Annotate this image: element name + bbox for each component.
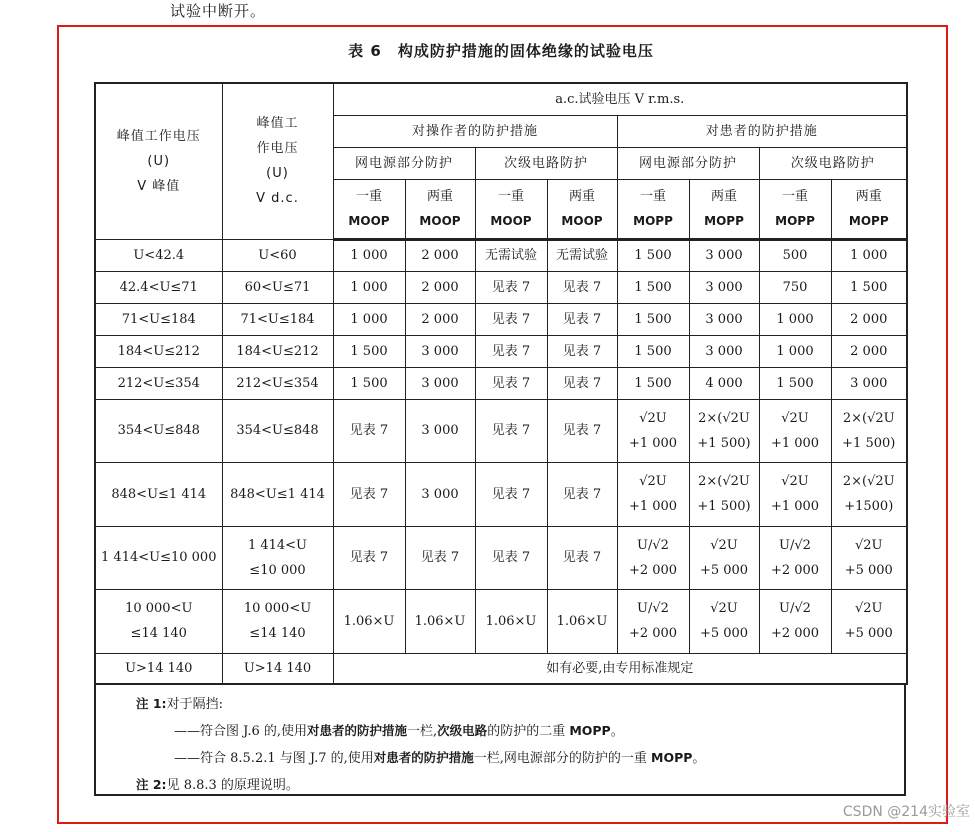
peak-cell: 184<U≤212 — [95, 335, 222, 367]
peak-cell: 354<U≤848 — [95, 399, 222, 462]
table-row — [95, 462, 907, 526]
means-header: 两重 MOPP — [831, 179, 907, 239]
means-header: 两重 MOPP — [689, 179, 759, 239]
value-cell: 见表 7 — [405, 526, 475, 589]
watermark: CSDN @214实验室 — [842, 804, 970, 820]
value-cell: 1 500 — [617, 239, 689, 271]
ac-test-voltage-header: a.c.试验电压 V r.m.s. — [333, 83, 907, 115]
value-cell: 1 500 — [617, 271, 689, 303]
table-title: 表 6 构成防护措施的固体绝缘的试验电压 — [348, 42, 654, 60]
value-cell: 见表 7 — [475, 526, 547, 589]
value-cell: 见表 7 — [475, 399, 547, 462]
value-cell: 1 500 — [617, 335, 689, 367]
peak-cell: 10 000<U ≤14 140 — [95, 589, 222, 653]
dc-cell: 1 414<U ≤10 000 — [222, 526, 333, 589]
note-1a: ——符合图 J.6 的,使用对患者的防护措施一栏,次级电路的防护的二重 MOPP。 — [174, 723, 624, 739]
value-cell: 3 000 — [689, 303, 759, 335]
table-row — [95, 239, 907, 271]
means-header: 一重 MOOP — [475, 179, 547, 239]
value-cell: √2U +1 000 — [759, 462, 831, 526]
value-cell: 1 000 — [333, 271, 405, 303]
value-cell: √2U +5 000 — [689, 589, 759, 653]
value-cell: √2U +1 000 — [759, 399, 831, 462]
table-row — [95, 653, 907, 684]
value-cell: 见表 7 — [475, 335, 547, 367]
table-row — [95, 526, 907, 589]
table-row — [95, 271, 907, 303]
dc-cell: 71<U≤184 — [222, 303, 333, 335]
value-cell: 见表 7 — [333, 399, 405, 462]
value-cell: 3 000 — [405, 335, 475, 367]
value-cell: 见表 7 — [547, 367, 617, 399]
value-cell: 1 500 — [617, 367, 689, 399]
value-cell: 1.06×U — [405, 589, 475, 653]
pt-mains-header: 网电源部分防护 — [617, 147, 759, 179]
value-cell: 见表 7 — [547, 462, 617, 526]
dc-cell: 60<U≤71 — [222, 271, 333, 303]
value-cell: 1 500 — [333, 367, 405, 399]
operator-protection-header: 对操作者的防护措施 — [333, 115, 617, 147]
peak-voltage-header: 峰值工作电压 (U) V 峰值 — [95, 83, 222, 239]
value-cell: 无需试验 — [475, 239, 547, 271]
value-cell: 1 000 — [333, 239, 405, 271]
value-cell: 3 000 — [831, 367, 907, 399]
table-row — [95, 367, 907, 399]
value-cell: √2U +1 000 — [617, 462, 689, 526]
test-voltage-table — [94, 82, 908, 685]
preceding-text: 试验中断开。 — [170, 2, 267, 20]
dc-cell: 848<U≤1 414 — [222, 462, 333, 526]
dc-cell: 10 000<U ≤14 140 — [222, 589, 333, 653]
value-cell: 1 000 — [333, 303, 405, 335]
means-header: 一重 MOOP — [333, 179, 405, 239]
value-cell: 1.06×U — [547, 589, 617, 653]
value-cell: √2U +5 000 — [831, 589, 907, 653]
value-cell: 2×(√2U +1 500) — [689, 462, 759, 526]
value-cell: 2×(√2U +1 500) — [831, 399, 907, 462]
value-cell: 1 500 — [759, 367, 831, 399]
peak-cell: 848<U≤1 414 — [95, 462, 222, 526]
value-cell: 1 500 — [333, 335, 405, 367]
patient-protection-header: 对患者的防护措施 — [617, 115, 907, 147]
dc-voltage-header: 峰值工 作电压 (U) V d.c. — [222, 83, 333, 239]
value-cell: 2×(√2U +1 500) — [689, 399, 759, 462]
note-1b: ——符合 8.5.2.1 与图 J.7 的,使用对患者的防护措施一栏,网电源部分的防护的一重 MOPP。 — [174, 750, 706, 766]
peak-cell: 1 414<U≤10 000 — [95, 526, 222, 589]
value-cell: 1 500 — [617, 303, 689, 335]
value-cell: 1 000 — [759, 335, 831, 367]
value-cell: 3 000 — [689, 239, 759, 271]
note-2: 注 2:见 8.8.3 的原理说明。 — [136, 777, 299, 793]
value-cell: U/√2 +2 000 — [759, 589, 831, 653]
table-row — [95, 335, 907, 367]
value-cell: 见表 7 — [475, 462, 547, 526]
value-cell: U/√2 +2 000 — [617, 589, 689, 653]
op-mains-header: 网电源部分防护 — [333, 147, 475, 179]
value-cell: 见表 7 — [475, 271, 547, 303]
value-cell: 2 000 — [831, 303, 907, 335]
value-cell: 如有必要,由专用标准规定 — [333, 653, 907, 684]
value-cell: 1 000 — [831, 239, 907, 271]
value-cell: 无需试验 — [547, 239, 617, 271]
note-1: 注 1:对于隔挡: — [136, 696, 223, 712]
table-row — [95, 399, 907, 462]
dc-cell: U>14 140 — [222, 653, 333, 684]
table-notes — [94, 685, 906, 796]
value-cell: 3 000 — [689, 335, 759, 367]
value-cell: 见表 7 — [333, 462, 405, 526]
value-cell: √2U +1 000 — [617, 399, 689, 462]
value-cell: 见表 7 — [547, 271, 617, 303]
value-cell: U/√2 +2 000 — [617, 526, 689, 589]
value-cell: 3 000 — [689, 271, 759, 303]
dc-cell: 212<U≤354 — [222, 367, 333, 399]
means-header: 两重 MOOP — [405, 179, 475, 239]
value-cell: 2 000 — [831, 335, 907, 367]
value-cell: √2U +5 000 — [831, 526, 907, 589]
value-cell: 见表 7 — [547, 526, 617, 589]
dc-cell: U<60 — [222, 239, 333, 271]
value-cell: 见表 7 — [547, 399, 617, 462]
peak-cell: U<42.4 — [95, 239, 222, 271]
value-cell: 2×(√2U +1500) — [831, 462, 907, 526]
dc-cell: 354<U≤848 — [222, 399, 333, 462]
dc-cell: 184<U≤212 — [222, 335, 333, 367]
value-cell: 3 000 — [405, 462, 475, 526]
value-cell: √2U +5 000 — [689, 526, 759, 589]
op-secondary-header: 次级电路防护 — [475, 147, 617, 179]
value-cell: 见表 7 — [475, 303, 547, 335]
value-cell: 3 000 — [405, 399, 475, 462]
value-cell: 3 000 — [405, 367, 475, 399]
table-row — [95, 589, 907, 653]
value-cell: 2 000 — [405, 303, 475, 335]
means-header: 两重 MOOP — [547, 179, 617, 239]
peak-cell: 71<U≤184 — [95, 303, 222, 335]
value-cell: 4 000 — [689, 367, 759, 399]
value-cell: 2 000 — [405, 271, 475, 303]
value-cell: 见表 7 — [547, 335, 617, 367]
value-cell: 见表 7 — [333, 526, 405, 589]
means-header: 一重 MOPP — [617, 179, 689, 239]
value-cell: 1 500 — [831, 271, 907, 303]
value-cell: 见表 7 — [475, 367, 547, 399]
means-header: 一重 MOPP — [759, 179, 831, 239]
value-cell: 2 000 — [405, 239, 475, 271]
peak-cell: 42.4<U≤71 — [95, 271, 222, 303]
value-cell: 500 — [759, 239, 831, 271]
value-cell: 1 000 — [759, 303, 831, 335]
peak-cell: 212<U≤354 — [95, 367, 222, 399]
value-cell: 750 — [759, 271, 831, 303]
pt-secondary-header: 次级电路防护 — [759, 147, 907, 179]
value-cell: 1.06×U — [475, 589, 547, 653]
table-row — [95, 303, 907, 335]
value-cell: 见表 7 — [547, 303, 617, 335]
peak-cell: U>14 140 — [95, 653, 222, 684]
value-cell: 1.06×U — [333, 589, 405, 653]
value-cell: U/√2 +2 000 — [759, 526, 831, 589]
